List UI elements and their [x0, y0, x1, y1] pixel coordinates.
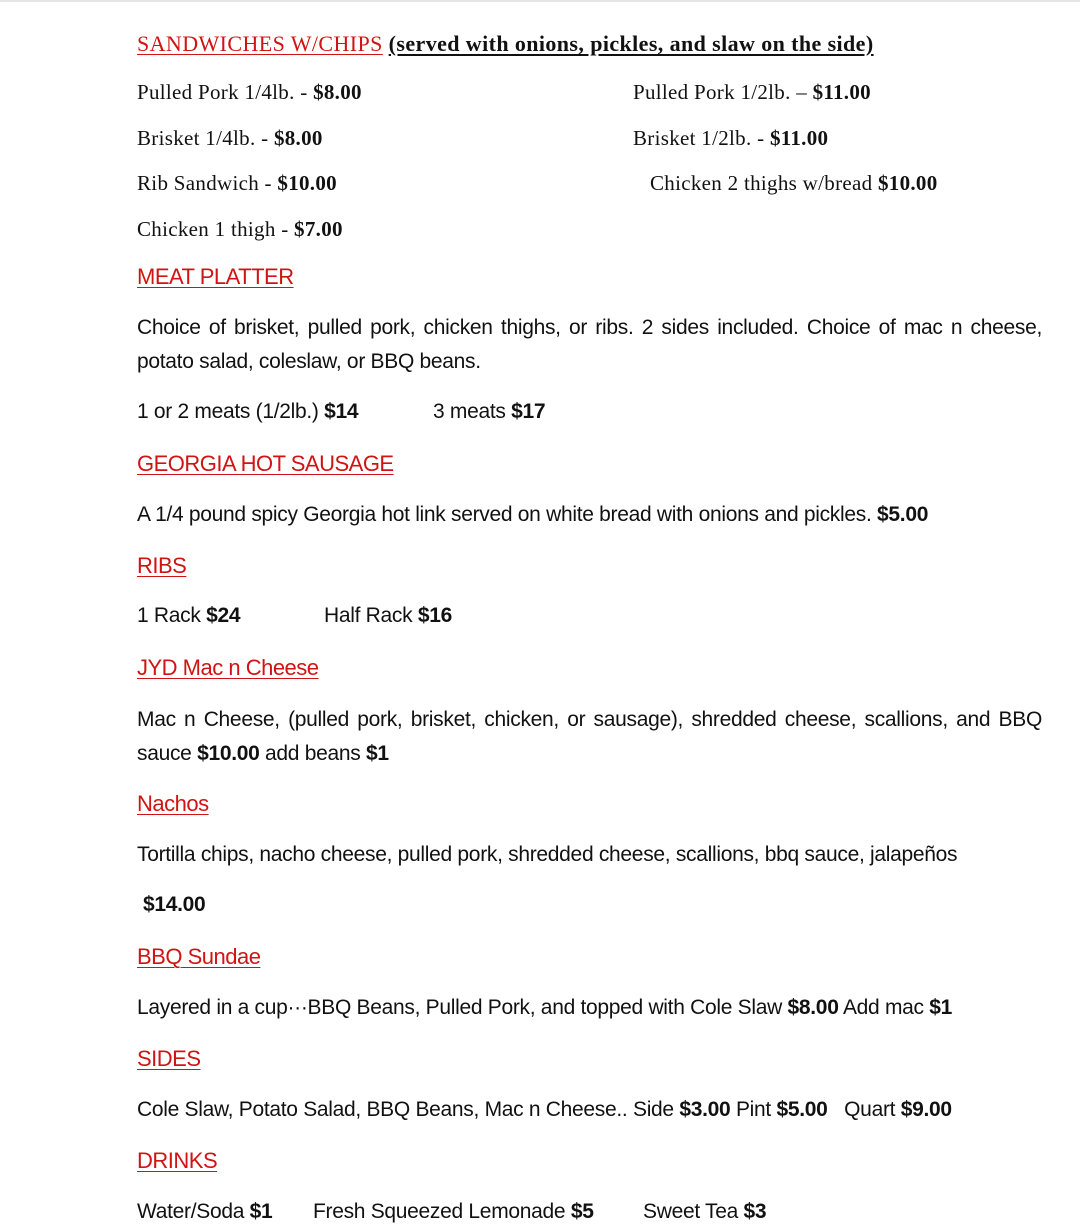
menu-item: [433, 400, 545, 424]
menu-item: [137, 126, 323, 151]
size-price: $9.00: [900, 1098, 952, 1121]
sundae-line: [137, 996, 952, 1020]
ribs-heading: RIBS: [137, 553, 187, 578]
menu-item: [324, 604, 452, 628]
item-label: Brisket 1/4lb. -: [137, 126, 274, 150]
size-label: Quart: [827, 1098, 901, 1121]
meat-platter-heading: MEAT PLATTER: [137, 264, 294, 289]
sandwiches-heading: SANDWICHES W/CHIPS: [137, 31, 383, 56]
item-label: Pulled Pork 1/2lb. –: [633, 80, 813, 104]
size-label: Side: [632, 1098, 680, 1121]
item-price: $5: [570, 1200, 594, 1223]
item-label: 1 Rack: [137, 604, 207, 627]
item-label: 1 or 2 meats (1/2lb.): [137, 400, 325, 423]
nachos-price: $14.00: [143, 893, 206, 916]
item-price: $8.00: [313, 80, 362, 104]
menu-item: [313, 1200, 594, 1224]
menu-item: [633, 80, 871, 105]
item-label: Pulled Pork 1/4lb. -: [137, 80, 314, 104]
sides-description: Cole Slaw, Potato Salad, BBQ Beans, Mac n Cheese..: [137, 1098, 633, 1121]
mac-description: Mac n Cheese, (pulled pork, brisket, chicken, or sausage), shredded cheese, scallions, and BBQ sauce: [137, 708, 1042, 765]
item-label: Chicken 1 thigh -: [137, 217, 295, 241]
item-price: $1: [249, 1200, 273, 1223]
mac-description-block: [137, 703, 1042, 771]
item-label: Water/Soda: [137, 1200, 250, 1223]
menu-item: [650, 171, 938, 196]
item-price: $11.00: [769, 126, 829, 150]
item-price: $24: [206, 604, 241, 627]
item-label: Fresh Squeezed Lemonade: [313, 1200, 571, 1223]
size-label: Pint: [730, 1098, 777, 1121]
menu-item: [643, 1200, 766, 1224]
sausage-heading: GEORGIA HOT SAUSAGE: [137, 451, 394, 476]
item-label: Half Rack: [324, 604, 418, 627]
item-price: $10.00: [877, 171, 938, 195]
item-price: $11.00: [812, 80, 871, 104]
menu-item: [137, 1200, 272, 1224]
menu-item: [633, 126, 828, 151]
addon-label: Add mac: [838, 996, 930, 1019]
item-price: $10.00: [277, 171, 337, 195]
item-price: $8.00: [787, 996, 839, 1019]
sundae-description: Layered in a cup···BBQ Beans, Pulled Pork, and topped with Cole Slaw: [137, 996, 788, 1019]
item-label: 3 meats: [433, 400, 512, 423]
sundae-heading: BBQ Sundae: [137, 944, 261, 969]
sandwiches-note: (served with onions, pickles, and slaw on the side): [388, 31, 874, 56]
item-price: $7.00: [294, 217, 343, 241]
addon-label: add beans: [259, 742, 366, 765]
size-price: $5.00: [776, 1098, 828, 1121]
sandwiches-section-header: [137, 31, 874, 57]
addon-price: $1: [365, 742, 389, 765]
item-label: Chicken 2 thighs w/bread: [650, 171, 878, 195]
item-price: $17: [511, 400, 546, 423]
item-label: Rib Sandwich -: [137, 171, 278, 195]
nachos-description: Tortilla chips, nacho cheese, pulled pork, shredded cheese, scallions, bbq sauce, jalapeños: [137, 843, 958, 866]
item-label: Brisket 1/2lb. -: [633, 126, 770, 150]
menu-item: [137, 400, 358, 424]
menu-item: [137, 80, 362, 105]
meat-platter-description: Choice of brisket, pulled pork, chicken thighs, or ribs. 2 sides included. Choice of mac n cheese, potato salad, coleslaw, or BBQ beans.: [137, 316, 1042, 373]
top-border: [0, 0, 1080, 2]
item-label: Sweet Tea: [643, 1200, 744, 1223]
sides-line: [137, 1098, 952, 1122]
item-price: $3: [743, 1200, 767, 1223]
sausage-description: A 1/4 pound spicy Georgia hot link served on white bread with onions and pickles.: [137, 503, 878, 526]
addon-price: $1: [929, 996, 953, 1019]
sausage-line: [137, 503, 928, 527]
size-price: $3.00: [679, 1098, 731, 1121]
mac-heading: JYD Mac n Cheese: [137, 655, 319, 680]
menu-item: [137, 171, 337, 196]
sides-heading: SIDES: [137, 1046, 201, 1071]
menu-item: [137, 217, 343, 242]
item-price: $16: [417, 604, 452, 627]
item-price: $10.00: [197, 742, 260, 765]
item-price: $14: [324, 400, 359, 423]
nachos-heading: Nachos: [137, 791, 209, 816]
menu-item: [137, 604, 240, 628]
item-price: $5.00: [877, 503, 929, 526]
item-price: $8.00: [273, 126, 323, 150]
drinks-heading: DRINKS: [137, 1148, 218, 1173]
